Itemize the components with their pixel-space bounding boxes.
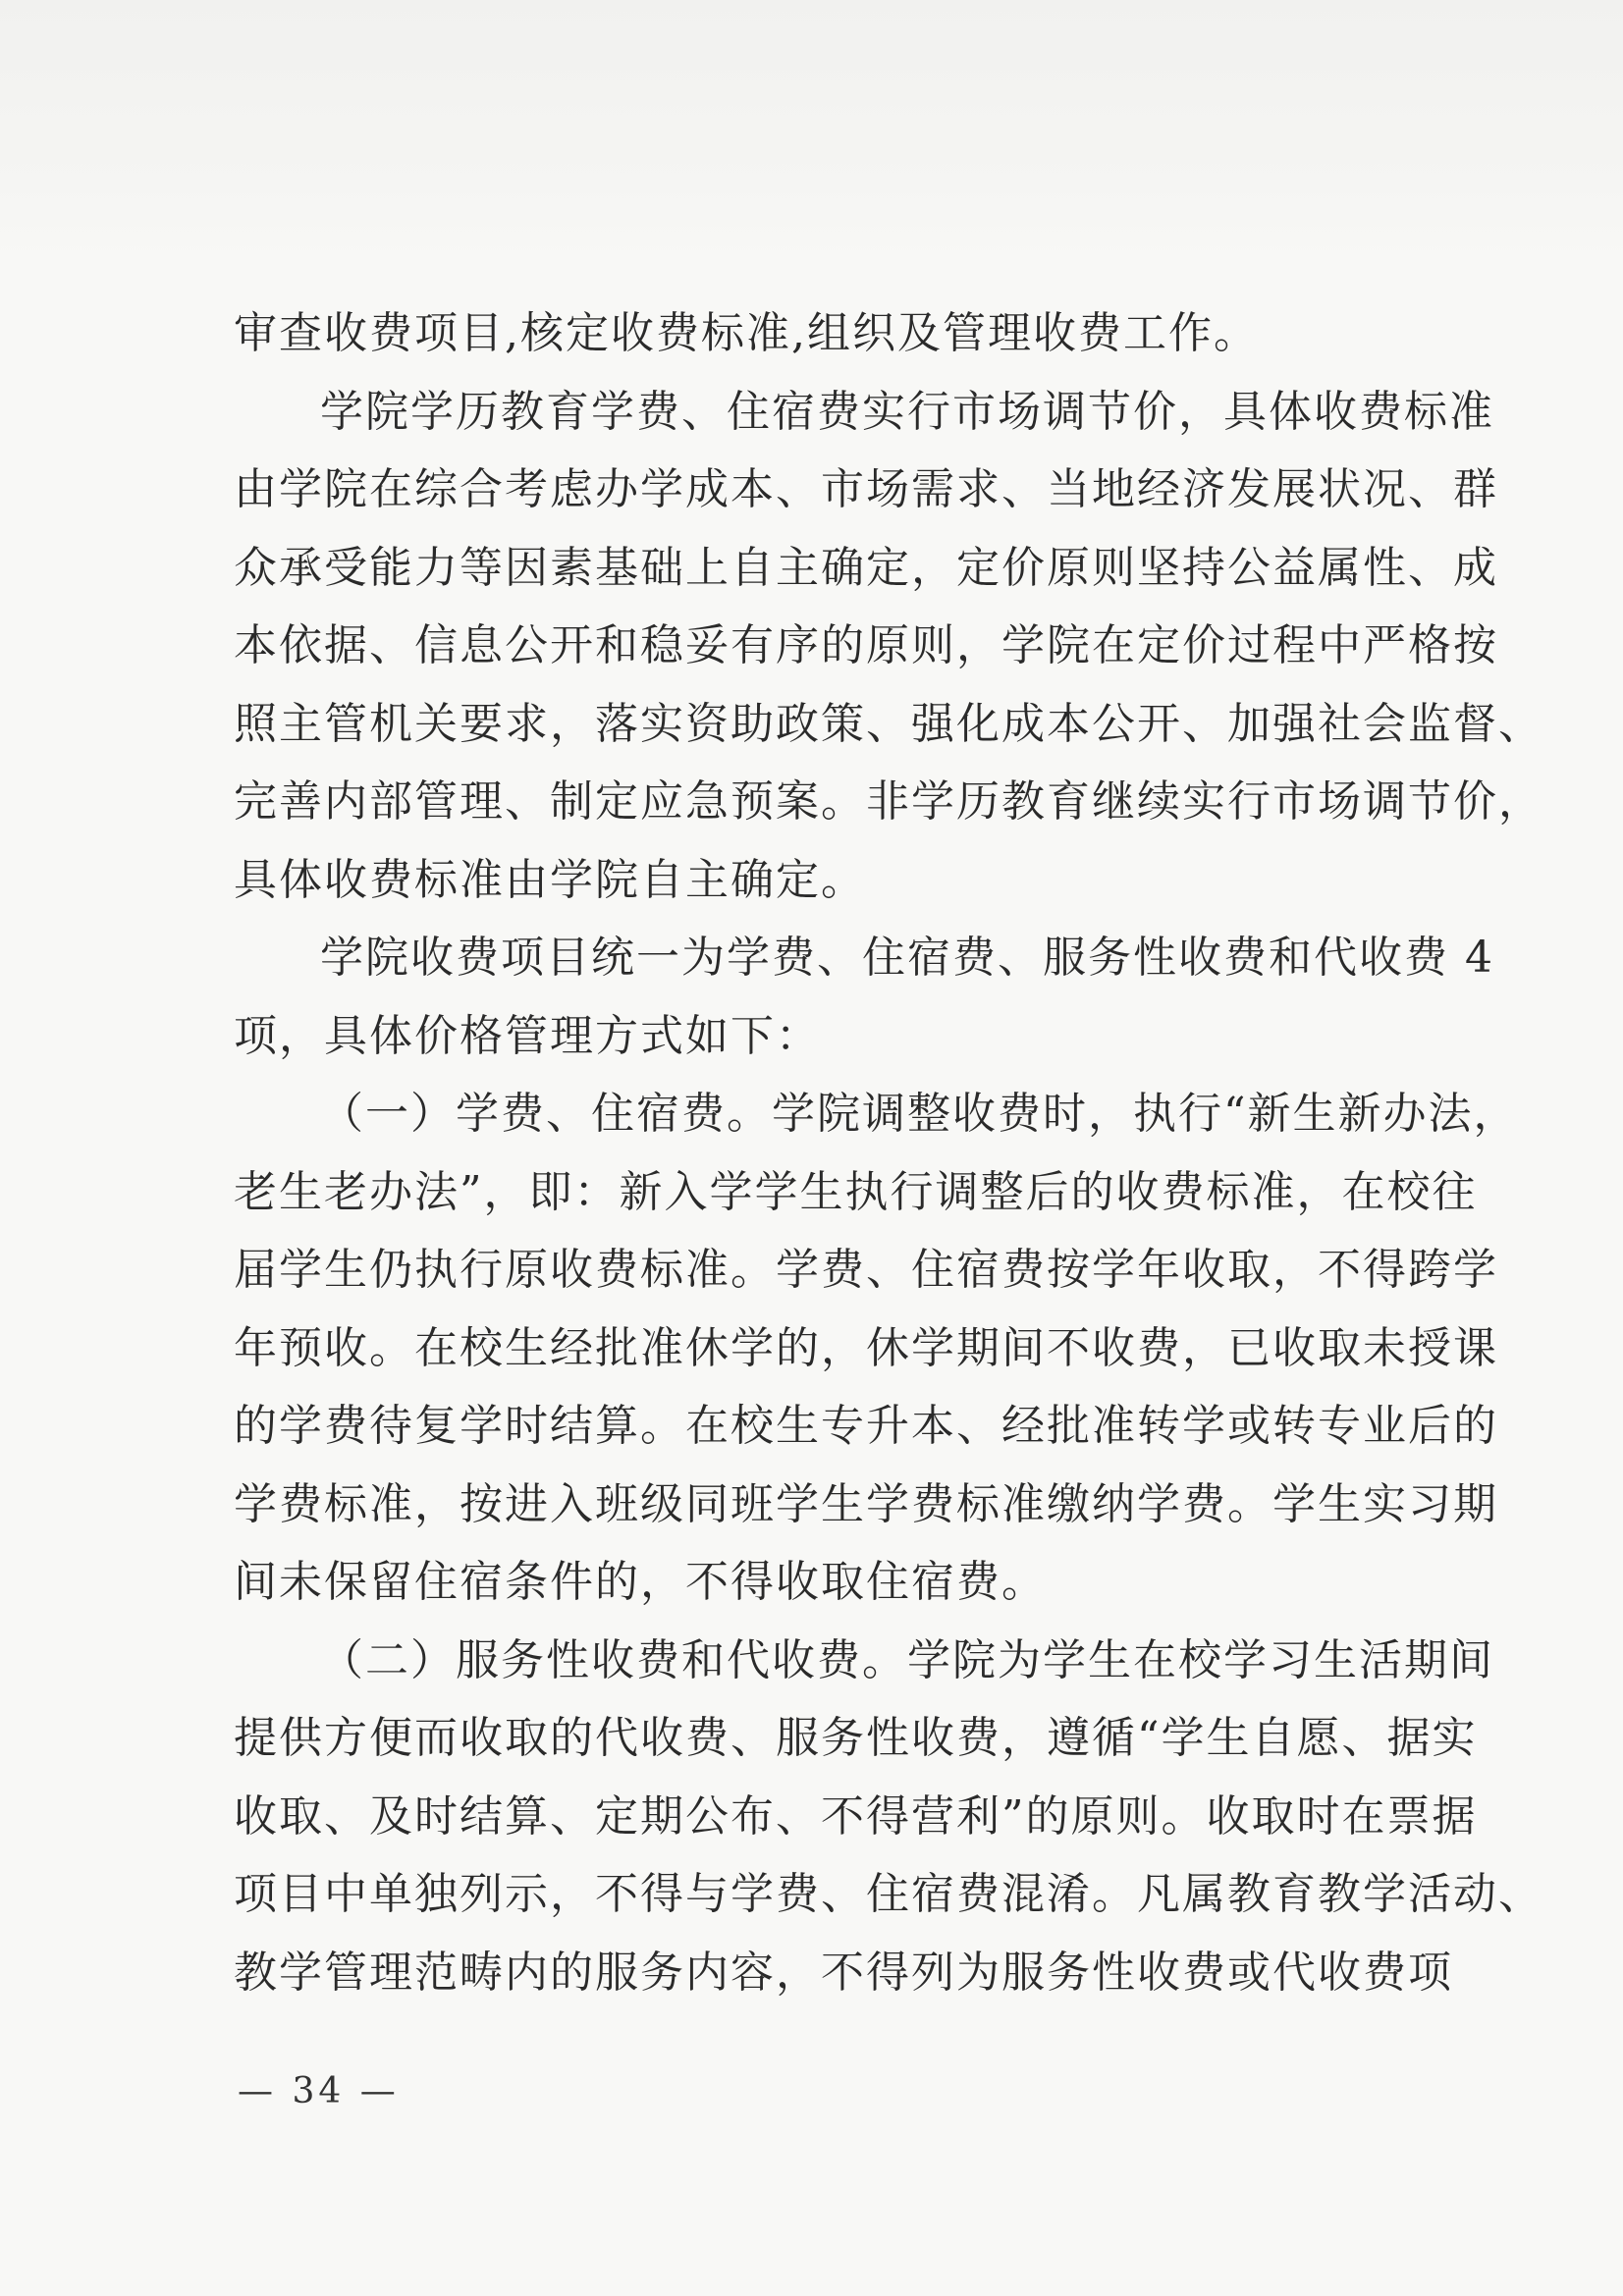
paragraph-line: 届学生仍执行原收费标准。学费、住宿费按学年收取，不得跨学: [234, 1245, 1498, 1295]
paragraph-line: 老生老办法”，即：新入学学生执行调整后的收费标准，在校往: [234, 1166, 1478, 1217]
paragraph-line: 由学院在综合考虑办学成本、市场需求、当地经济发展状况、群: [234, 464, 1498, 514]
paragraph-line: 项目中单独列示，不得与学费、住宿费混淆。凡属教育教学活动、: [234, 1869, 1543, 1919]
paragraph-line: 间未保留住宿条件的，不得收取住宿费。: [234, 1557, 1047, 1607]
paragraph-line: 具体收费标准由学院自主确定。: [234, 854, 866, 905]
page-number-text: — 34 —: [238, 2071, 400, 2111]
paragraph-line: 年预收。在校生经批准休学的，休学期间不收费，已收取未授课: [234, 1322, 1498, 1373]
paragraph-line: 学费标准，按进入班级同班学生学费标准缴纳学费。学生实习期: [234, 1478, 1498, 1529]
paragraph-line: 提供方便而收取的代收费、服务性收费，遵循“学生自愿、据实: [234, 1713, 1478, 1763]
page-number: [238, 2071, 400, 2111]
paragraph-line: 教学管理范畴内的服务内容，不得列为服务性收费或代收费项: [234, 1947, 1453, 1998]
paragraph-line: （一）学费、住宿费。学院调整收费时，执行“新生新办法，: [320, 1089, 1519, 1139]
body-text: [234, 294, 1543, 2011]
paragraph-line: 众承受能力等因素基础上自主确定，定价原则坚持公益属性、成: [234, 542, 1498, 593]
paragraph-line: 项，具体价格管理方式如下：: [234, 1010, 821, 1061]
paragraph-line: 学院学历教育学费、住宿费实行市场调节价，具体收费标准: [320, 386, 1494, 437]
paragraph-line: 学院收费项目统一为学费、住宿费、服务性收费和代收费 4: [320, 933, 1494, 983]
paragraph-line: 完善内部管理、制定应急预案。非学历教育继续实行市场调节价，: [234, 776, 1543, 827]
paragraph-line: 本依据、信息公开和稳妥有序的原则，学院在定价过程中严格按: [234, 620, 1498, 670]
scan-shadow-band: [0, 0, 1623, 265]
paragraph-line: 的学费待复学时结算。在校生专升本、经批准转学或转专业后的: [234, 1401, 1498, 1451]
paragraph-line: （二）服务性收费和代收费。学院为学生在校学习生活期间: [320, 1634, 1494, 1685]
paragraph-line: 照主管机关要求，落实资助政策、强化成本公开、加强社会监督、: [234, 698, 1543, 749]
paragraph-line: 收取、及时结算、定期公布、不得营利”的原则。收取时在票据: [234, 1790, 1478, 1842]
paragraph-line: 审查收费项目,核定收费标准,组织及管理收费工作。: [234, 308, 1259, 358]
